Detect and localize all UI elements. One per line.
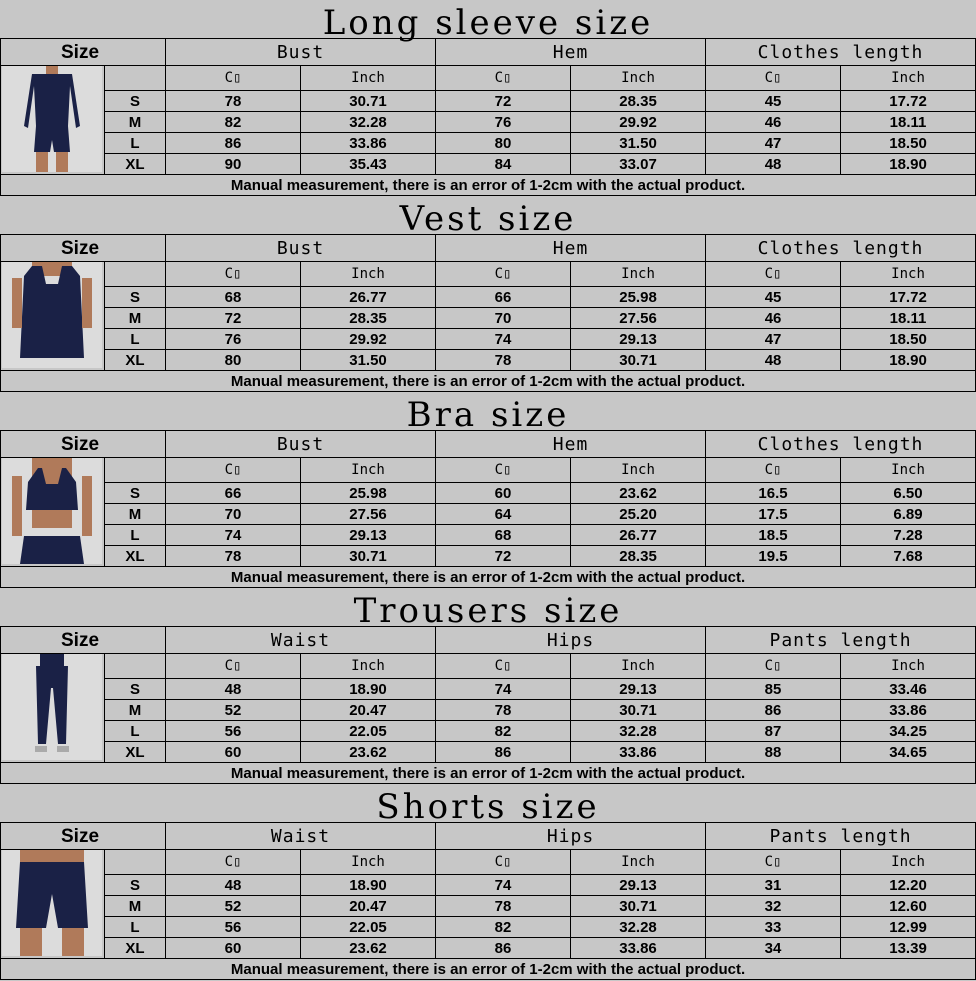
measurement-cell: 76 bbox=[166, 329, 301, 350]
table-row bbox=[1, 679, 976, 700]
unit-inch: Inch bbox=[571, 850, 706, 875]
measurement-cell: 76 bbox=[436, 112, 571, 133]
measurement-cell: 86 bbox=[436, 742, 571, 763]
measurement-cell: 29.13 bbox=[571, 875, 706, 896]
measurement-cell: 13.39 bbox=[841, 938, 976, 959]
measurement-cell: 52 bbox=[166, 896, 301, 917]
size-header: Size bbox=[1, 823, 166, 850]
empty-cell bbox=[105, 654, 166, 679]
measurement-cell: 86 bbox=[436, 938, 571, 959]
measurement-cell: 26.77 bbox=[571, 525, 706, 546]
unit-cm: C▯ bbox=[166, 850, 301, 875]
measurement-cell: 78 bbox=[436, 350, 571, 371]
measurement-cell: 72 bbox=[436, 91, 571, 112]
measurement-cell: 87 bbox=[706, 721, 841, 742]
measurement-cell: 18.90 bbox=[301, 875, 436, 896]
measurement-cell: 29.92 bbox=[301, 329, 436, 350]
measurement-cell: 72 bbox=[166, 308, 301, 329]
unit-inch: Inch bbox=[301, 654, 436, 679]
measurement-cell: 29.92 bbox=[571, 112, 706, 133]
measurement-cell: 74 bbox=[436, 679, 571, 700]
measurement-cell: 32.28 bbox=[571, 721, 706, 742]
table-row bbox=[1, 938, 976, 959]
measurement-cell: 18.11 bbox=[841, 112, 976, 133]
measurement-cell: 12.20 bbox=[841, 875, 976, 896]
size-section-1 bbox=[0, 0, 976, 196]
size-label: M bbox=[105, 896, 166, 917]
measurement-cell: 29.13 bbox=[571, 679, 706, 700]
measurement-cell: 18.50 bbox=[841, 133, 976, 154]
empty-cell bbox=[105, 66, 166, 91]
empty-cell bbox=[105, 850, 166, 875]
table-row bbox=[1, 700, 976, 721]
measurement-cell: 18.5 bbox=[706, 525, 841, 546]
measurement-cell: 30.71 bbox=[571, 896, 706, 917]
group-header: Bust bbox=[166, 39, 436, 66]
size-table bbox=[0, 234, 976, 392]
measurement-note: Manual measurement, there is an error of 1-2cm with the actual product. bbox=[1, 567, 976, 588]
table-row bbox=[1, 504, 976, 525]
unit-inch: Inch bbox=[571, 66, 706, 91]
measurement-cell: 25.20 bbox=[571, 504, 706, 525]
unit-inch: Inch bbox=[841, 850, 976, 875]
measurement-cell: 46 bbox=[706, 308, 841, 329]
measurement-cell: 17.72 bbox=[841, 91, 976, 112]
measurement-cell: 46 bbox=[706, 112, 841, 133]
group-header: Clothes length bbox=[706, 431, 976, 458]
measurement-cell: 68 bbox=[436, 525, 571, 546]
measurement-cell: 34 bbox=[706, 938, 841, 959]
measurement-cell: 72 bbox=[436, 546, 571, 567]
measurement-cell: 26.77 bbox=[301, 287, 436, 308]
measurement-cell: 47 bbox=[706, 329, 841, 350]
measurement-cell: 48 bbox=[166, 875, 301, 896]
table-row bbox=[1, 483, 976, 504]
measurement-cell: 52 bbox=[166, 700, 301, 721]
size-section-5 bbox=[0, 784, 976, 980]
size-label: XL bbox=[105, 154, 166, 175]
table-row bbox=[1, 721, 976, 742]
measurement-cell: 60 bbox=[436, 483, 571, 504]
measurement-cell: 17.72 bbox=[841, 287, 976, 308]
group-header: Hips bbox=[436, 627, 706, 654]
measurement-cell: 22.05 bbox=[301, 721, 436, 742]
measurement-cell: 18.90 bbox=[841, 154, 976, 175]
size-label: M bbox=[105, 504, 166, 525]
table-row bbox=[1, 917, 976, 938]
measurement-cell: 60 bbox=[166, 938, 301, 959]
size-label: L bbox=[105, 329, 166, 350]
measurement-cell: 56 bbox=[166, 721, 301, 742]
group-header: Waist bbox=[166, 627, 436, 654]
measurement-cell: 86 bbox=[706, 700, 841, 721]
measurement-cell: 48 bbox=[706, 154, 841, 175]
measurement-cell: 48 bbox=[166, 679, 301, 700]
table-row bbox=[1, 329, 976, 350]
measurement-cell: 29.13 bbox=[571, 329, 706, 350]
measurement-cell: 32 bbox=[706, 896, 841, 917]
measurement-cell: 60 bbox=[166, 742, 301, 763]
size-header: Size bbox=[1, 627, 166, 654]
measurement-cell: 12.60 bbox=[841, 896, 976, 917]
unit-cm: C▯ bbox=[436, 262, 571, 287]
bra-model-image bbox=[2, 458, 102, 564]
measurement-cell: 64 bbox=[436, 504, 571, 525]
unit-inch: Inch bbox=[841, 262, 976, 287]
measurement-cell: 33.86 bbox=[301, 133, 436, 154]
unit-inch: Inch bbox=[301, 458, 436, 483]
size-label: L bbox=[105, 917, 166, 938]
size-label: M bbox=[105, 112, 166, 133]
measurement-cell: 7.28 bbox=[841, 525, 976, 546]
measurement-cell: 33 bbox=[706, 917, 841, 938]
measurement-cell: 18.11 bbox=[841, 308, 976, 329]
measurement-note: Manual measurement, there is an error of 1-2cm with the actual product. bbox=[1, 763, 976, 784]
unit-cm: C▯ bbox=[166, 654, 301, 679]
measurement-note: Manual measurement, there is an error of 1-2cm with the actual product. bbox=[1, 175, 976, 196]
size-label: S bbox=[105, 679, 166, 700]
group-header: Waist bbox=[166, 823, 436, 850]
measurement-cell: 31.50 bbox=[301, 350, 436, 371]
measurement-cell: 6.50 bbox=[841, 483, 976, 504]
measurement-cell: 7.68 bbox=[841, 546, 976, 567]
unit-inch: Inch bbox=[841, 66, 976, 91]
measurement-cell: 86 bbox=[166, 133, 301, 154]
measurement-cell: 30.71 bbox=[571, 350, 706, 371]
measurement-cell: 80 bbox=[436, 133, 571, 154]
table-row bbox=[1, 896, 976, 917]
group-header: Hips bbox=[436, 823, 706, 850]
unit-cm: C▯ bbox=[436, 850, 571, 875]
measurement-cell: 18.50 bbox=[841, 329, 976, 350]
measurement-cell: 20.47 bbox=[301, 896, 436, 917]
measurement-cell: 45 bbox=[706, 91, 841, 112]
measurement-cell: 30.71 bbox=[301, 91, 436, 112]
size-label: L bbox=[105, 721, 166, 742]
measurement-cell: 25.98 bbox=[571, 287, 706, 308]
size-table bbox=[0, 38, 976, 196]
measurement-cell: 34.25 bbox=[841, 721, 976, 742]
size-section-4 bbox=[0, 588, 976, 784]
table-row bbox=[1, 350, 976, 371]
size-label: S bbox=[105, 875, 166, 896]
measurement-cell: 33.46 bbox=[841, 679, 976, 700]
measurement-cell: 82 bbox=[436, 917, 571, 938]
measurement-note: Manual measurement, there is an error of 1-2cm with the actual product. bbox=[1, 371, 976, 392]
size-label: L bbox=[105, 525, 166, 546]
group-header: Pants length bbox=[706, 627, 976, 654]
measurement-cell: 33.07 bbox=[571, 154, 706, 175]
section-title: Long sleeve size bbox=[322, 3, 654, 43]
measurement-cell: 78 bbox=[166, 91, 301, 112]
measurement-cell: 70 bbox=[436, 308, 571, 329]
measurement-cell: 23.62 bbox=[301, 938, 436, 959]
unit-cm: C▯ bbox=[166, 262, 301, 287]
measurement-cell: 33.86 bbox=[571, 938, 706, 959]
measurement-cell: 16.5 bbox=[706, 483, 841, 504]
group-header: Pants length bbox=[706, 823, 976, 850]
measurement-cell: 28.35 bbox=[571, 546, 706, 567]
measurement-cell: 33.86 bbox=[841, 700, 976, 721]
table-row bbox=[1, 525, 976, 546]
unit-cm: C▯ bbox=[436, 654, 571, 679]
shorts-model-image bbox=[2, 850, 102, 956]
measurement-cell: 47 bbox=[706, 133, 841, 154]
measurement-cell: 30.71 bbox=[301, 546, 436, 567]
measurement-note: Manual measurement, there is an error of 1-2cm with the actual product. bbox=[1, 959, 976, 980]
table-row bbox=[1, 308, 976, 329]
measurement-cell: 33.86 bbox=[571, 742, 706, 763]
measurement-cell: 30.71 bbox=[571, 700, 706, 721]
measurement-cell: 34.65 bbox=[841, 742, 976, 763]
unit-inch: Inch bbox=[301, 66, 436, 91]
measurement-cell: 23.62 bbox=[571, 483, 706, 504]
measurement-cell: 88 bbox=[706, 742, 841, 763]
measurement-cell: 70 bbox=[166, 504, 301, 525]
measurement-cell: 68 bbox=[166, 287, 301, 308]
long-sleeve-model-image bbox=[2, 66, 102, 172]
measurement-cell: 56 bbox=[166, 917, 301, 938]
group-header: Bust bbox=[166, 431, 436, 458]
unit-cm: C▯ bbox=[706, 458, 841, 483]
unit-cm: C▯ bbox=[706, 654, 841, 679]
measurement-cell: 74 bbox=[166, 525, 301, 546]
measurement-cell: 27.56 bbox=[571, 308, 706, 329]
measurement-cell: 32.28 bbox=[301, 112, 436, 133]
size-label: XL bbox=[105, 350, 166, 371]
measurement-cell: 23.62 bbox=[301, 742, 436, 763]
measurement-cell: 28.35 bbox=[301, 308, 436, 329]
group-header: Hem bbox=[436, 431, 706, 458]
measurement-cell: 78 bbox=[166, 546, 301, 567]
empty-cell bbox=[105, 458, 166, 483]
measurement-cell: 27.56 bbox=[301, 504, 436, 525]
unit-cm: C▯ bbox=[436, 458, 571, 483]
measurement-cell: 82 bbox=[166, 112, 301, 133]
size-table bbox=[0, 822, 976, 980]
measurement-cell: 20.47 bbox=[301, 700, 436, 721]
measurement-cell: 78 bbox=[436, 896, 571, 917]
empty-cell bbox=[105, 262, 166, 287]
unit-cm: C▯ bbox=[166, 66, 301, 91]
measurement-cell: 25.98 bbox=[301, 483, 436, 504]
size-label: XL bbox=[105, 742, 166, 763]
size-table bbox=[0, 430, 976, 588]
measurement-cell: 78 bbox=[436, 700, 571, 721]
measurement-cell: 31.50 bbox=[571, 133, 706, 154]
measurement-cell: 6.89 bbox=[841, 504, 976, 525]
unit-inch: Inch bbox=[571, 262, 706, 287]
group-header: Clothes length bbox=[706, 39, 976, 66]
unit-inch: Inch bbox=[841, 458, 976, 483]
measurement-cell: 82 bbox=[436, 721, 571, 742]
table-row bbox=[1, 875, 976, 896]
section-title: Shorts size bbox=[376, 787, 600, 827]
size-label: S bbox=[105, 483, 166, 504]
size-label: M bbox=[105, 700, 166, 721]
measurement-cell: 84 bbox=[436, 154, 571, 175]
size-section-2 bbox=[0, 196, 976, 392]
size-label: S bbox=[105, 287, 166, 308]
unit-cm: C▯ bbox=[166, 458, 301, 483]
measurement-cell: 80 bbox=[166, 350, 301, 371]
measurement-cell: 31 bbox=[706, 875, 841, 896]
measurement-cell: 29.13 bbox=[301, 525, 436, 546]
table-row bbox=[1, 742, 976, 763]
table-row bbox=[1, 546, 976, 567]
size-header: Size bbox=[1, 39, 166, 66]
unit-inch: Inch bbox=[571, 654, 706, 679]
unit-inch: Inch bbox=[301, 262, 436, 287]
table-row bbox=[1, 91, 976, 112]
group-header: Hem bbox=[436, 39, 706, 66]
table-row bbox=[1, 287, 976, 308]
measurement-cell: 18.90 bbox=[301, 679, 436, 700]
section-title: Trousers size bbox=[353, 591, 623, 631]
table-row bbox=[1, 133, 976, 154]
measurement-cell: 17.5 bbox=[706, 504, 841, 525]
size-label: XL bbox=[105, 546, 166, 567]
size-header: Size bbox=[1, 235, 166, 262]
measurement-cell: 12.99 bbox=[841, 917, 976, 938]
measurement-cell: 85 bbox=[706, 679, 841, 700]
unit-cm: C▯ bbox=[436, 66, 571, 91]
size-label: XL bbox=[105, 938, 166, 959]
measurement-cell: 90 bbox=[166, 154, 301, 175]
unit-inch: Inch bbox=[301, 850, 436, 875]
group-header: Bust bbox=[166, 235, 436, 262]
size-label: S bbox=[105, 91, 166, 112]
measurement-cell: 66 bbox=[436, 287, 571, 308]
vest-model-image bbox=[2, 262, 102, 368]
measurement-cell: 48 bbox=[706, 350, 841, 371]
measurement-cell: 19.5 bbox=[706, 546, 841, 567]
measurement-cell: 74 bbox=[436, 329, 571, 350]
measurement-cell: 35.43 bbox=[301, 154, 436, 175]
size-section-3 bbox=[0, 392, 976, 588]
measurement-cell: 66 bbox=[166, 483, 301, 504]
unit-cm: C▯ bbox=[706, 850, 841, 875]
unit-inch: Inch bbox=[841, 654, 976, 679]
size-table bbox=[0, 626, 976, 784]
unit-inch: Inch bbox=[571, 458, 706, 483]
trousers-model-image bbox=[2, 654, 102, 760]
size-label: L bbox=[105, 133, 166, 154]
group-header: Hem bbox=[436, 235, 706, 262]
measurement-cell: 45 bbox=[706, 287, 841, 308]
unit-cm: C▯ bbox=[706, 66, 841, 91]
measurement-cell: 28.35 bbox=[571, 91, 706, 112]
section-title: Bra size bbox=[406, 395, 570, 435]
measurement-cell: 74 bbox=[436, 875, 571, 896]
section-title: Vest size bbox=[399, 199, 577, 239]
measurement-cell: 32.28 bbox=[571, 917, 706, 938]
measurement-cell: 22.05 bbox=[301, 917, 436, 938]
unit-cm: C▯ bbox=[706, 262, 841, 287]
table-row bbox=[1, 154, 976, 175]
table-row bbox=[1, 112, 976, 133]
size-header: Size bbox=[1, 431, 166, 458]
group-header: Clothes length bbox=[706, 235, 976, 262]
size-label: M bbox=[105, 308, 166, 329]
measurement-cell: 18.90 bbox=[841, 350, 976, 371]
